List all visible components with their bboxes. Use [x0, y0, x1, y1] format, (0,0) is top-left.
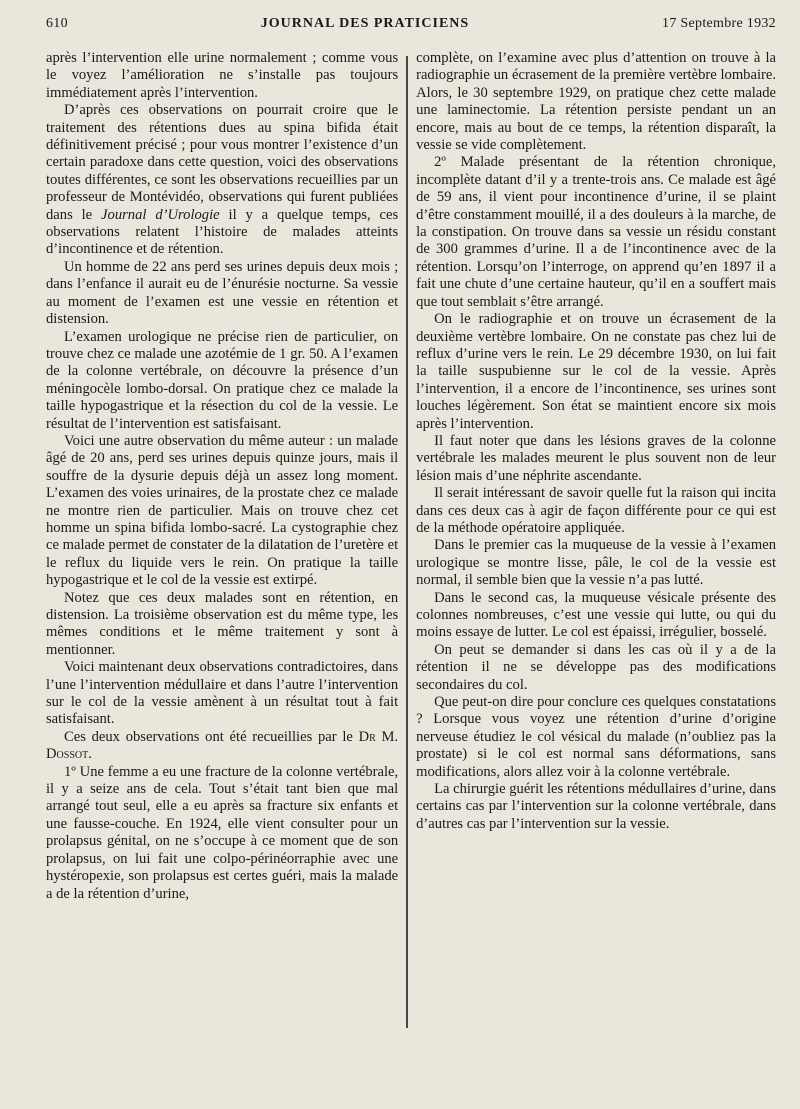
page-number: 610 [46, 16, 68, 31]
doctor-name: Dr M. Dossot. [46, 728, 399, 763]
text-columns [46, 50, 776, 1028]
paragraph: Voici une autre observation du même auteur : un malade âgé de 20 ans, perd ses urines depuis quinze jours, mais il souffre de la dysurie depuis déjà un assez long moment. L’examen des voies urinaires, de la prostate chez ce malade ne montre rien de particulier. Mais on trouve chez cet homme un spina bifida lombo-sacré. La cystographie chez ce malade permet de constater de la dilatation de l’uretère et le reflux du liquide vers le rein. On pratique la taille hypogastrique et le col de la vessie est extirpé. [46, 432, 399, 589]
right-column [416, 50, 776, 1028]
paragraph: après l’intervention elle urine normalement ; comme vous le voyez l’amélioration ne s’installe pas toujours immédiatement après l’intervention. [46, 50, 399, 101]
paragraph: On peut se demander si dans les cas où il y a de la rétention il ne se développe pas des modifications secondaires du col. [416, 641, 777, 693]
paragraph: Un homme de 22 ans perd ses urines depuis deux mois ; dans l’enfance il aurait eu de l’énurésie nocturne. Sa vessie au moment de l’examen est une vessie en rétention et distension. [46, 258, 399, 328]
left-column [46, 50, 406, 1028]
page-header [46, 16, 776, 38]
paragraph: Dans le second cas, la muqueuse vésicale présente des colonnes nombreuses, c’est une vessie qui lutte, ou qui du moins essaye de lutter. Le col est épaissi, irrégulier, bosselé. [416, 589, 777, 641]
paragraph: Voici maintenant deux observations contradictoires, dans l’une l’intervention médullaire et dans l’autre l’intervention sur le col de la vessie amènent à un résultat tout à fait satisfaisant. [46, 659, 399, 728]
paragraph: L’examen urologique ne précise rien de particulier, on trouve chez ce malade une azotémie de 1 gr. 50. A l’examen de la colonne vertébrale, on découvre la présence d’un méningocèle lombo-dorsal. On pratique chez ce malade la taille hypogastrique et la résection du col de la vessie. Le résultat de l’intervention est satisfaisant. [46, 328, 399, 432]
paragraph: Il serait intéressant de savoir quelle fut la raison qui incita dans ces deux cas à agir de façon différente pour ce qui est de la méthode opératoire appliquée. [416, 485, 777, 536]
paragraph: On le radiographie et on trouve un écrasement de la deuxième vertèbre lombaire. On ne constate pas chez lui de reflux d’urine vers le rein. Le 29 décembre 1930, on lui fait la taille suspubienne sur le col de la vessie. Après l’intervention, il a encore de l’incontinence, ses urines sont louches légèrement. Son état se maintient encore six mois après l’intervention. [416, 311, 777, 432]
paragraph: D’après ces observations on pourrait croire que le traitement des rétentions dues au spina bifida était définitivement précisé ; pour vous montrer l’existence d’un certain paradoxe dans cette question, voici des observations toutes différentes, ce sont les observations recueillies par un professeur de Montévidéo, observations qui furent publiées dans le Journal d’Urologie il y a quelque temps, ces observations relatent l’histoire de malades atteints d’incontinence et de rétention. [46, 102, 399, 258]
column-divider [406, 56, 408, 1028]
journal-title: JOURNAL DES PRATICIENS [260, 16, 470, 31]
paragraph: 2º Malade présentant de la rétention chronique, incomplète datant d’il y a trente-trois ans. Ce malade est âgé de 59 ans, il vient pour incontinence d’urine, il se plaint d’être constamment mouillé, il a des douleurs à la marche, de la constipation. On trouve dans sa vessie un résidu constant de 300 grammes d’urine. Il a de l’incontinence avec de la rétention. Lorsqu’on l’interroge, on apprend qu’en 1897 il a fait une chute d’une certaine hauteur, qu’il en a souffert mais que tout semblait s’être arrangé. [416, 154, 777, 310]
journal-name: Journal d’Urologie [101, 206, 220, 223]
paragraph: Il faut noter que dans les lésions graves de la colonne vertébrale les malades meurent le plus souvent non de leur lésion mais d’une néphrite ascendante. [416, 432, 777, 484]
paragraph: La chirurgie guérit les rétentions médullaires d’urine, dans certains cas par l’intervention sur la colonne vertébrale, dans d’autres cas par l’intervention sur la vessie. [416, 781, 777, 832]
paragraph [46, 729, 398, 764]
paragraph: Que peut-on dire pour conclure ces quelques constatations ? Lorsque vous voyez une rétention d’urine d’origine nerveuse étudiez le col vésical du malade (n’oubliez pas la prostate) si le col est normal sans déformations, sans modifications, alors allez voir à la colonne vertébrale. [416, 694, 777, 780]
paragraph: Notez que ces deux malades sont en rétention, en distension. La troisième observation est du même type, les mêmes conditions et le même traitement y sont à mentionner. [46, 589, 399, 658]
paragraph-text: Ces deux observations ont été recueillies par le [64, 728, 353, 745]
paragraph: Dans le premier cas la muqueuse de la vessie à l’examen urologique se montre lisse, pâle, le col de la vessie est normal, il semble bien que la vessie n’a pas lutté. [416, 537, 777, 589]
paragraph: complète, on l’examine avec plus d’attention on trouve à la radiographie un écrasement de la première vertèbre lombaire. Alors, le 30 septembre 1929, on pratique chez cette malade une laminectomie. La rétention persiste pendant un an encore, mais au bout de ce temps, la rétention disparaît, la vessie se vide complètement. [416, 50, 777, 154]
paragraph: 1º Une femme a eu une fracture de la colonne vertébrale, il y a seize ans de cela. Tout s’était tant bien que mal arrangé tout seul, elle a eu après sa fracture six enfants et une fausse-couche. En 1924, elle vient consulter pour un prolapsus génital, on ne s’occupe à ce moment que de son prolapsus, on lui fait une colpo-périnéorraphie avec une hystéropexie, son prolapsus est certes guéri, mais la malade a de la rétention d’urine, [46, 763, 399, 902]
issue-date: 17 Septembre 1932 [662, 16, 776, 31]
